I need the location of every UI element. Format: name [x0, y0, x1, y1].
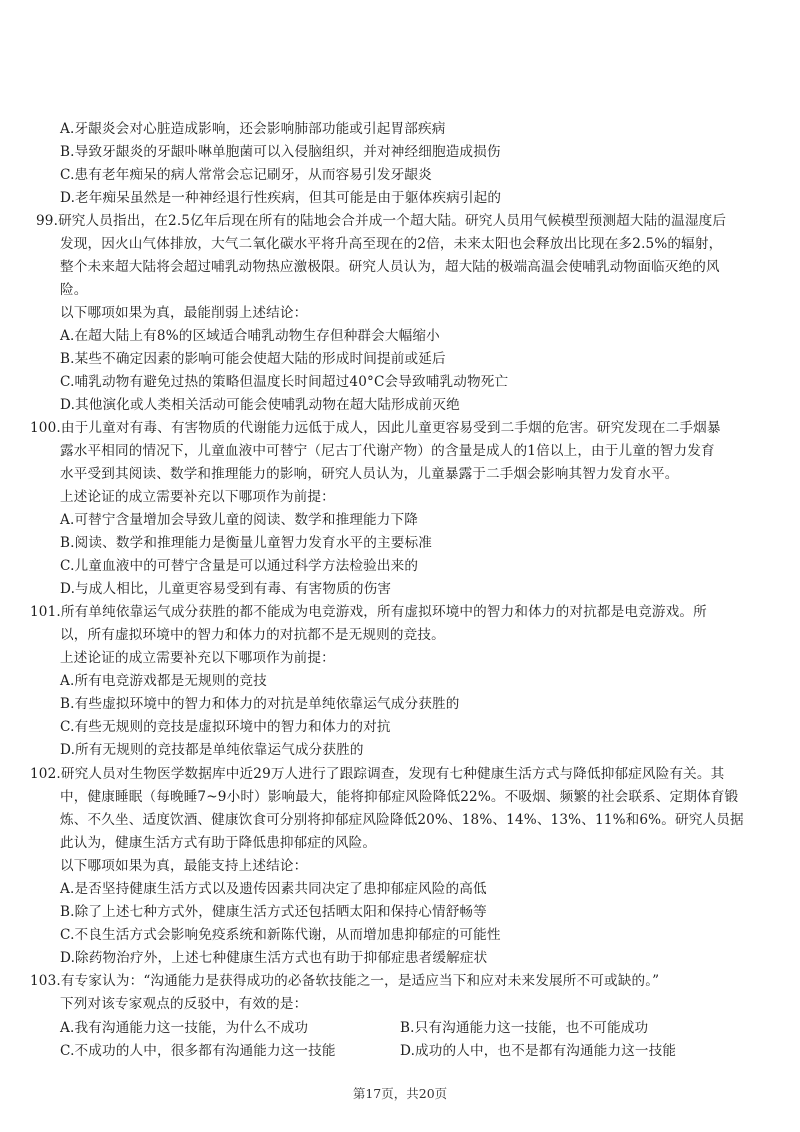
q100-option-a: A.可替宁含量增加会导致儿童的阅读、数学和推理能力下降	[60, 512, 419, 528]
q102-option-d: D.除药物治疗外，上述七种健康生活方式也有助于抑郁症患者缓解症状	[60, 950, 488, 966]
q102-stem-line-3: 炼、不久坐、适度饮酒、健康饮食可分别将抑郁症风险降低20%、18%、14%、13%、11%和6%。研究人员据	[60, 812, 744, 828]
q102-option-a: A.是否坚持健康生活方式以及遗传因素共同决定了患抑郁症风险的高低	[60, 881, 487, 897]
q100-option-b: B.阅读、数学和推理能力是衡量儿童智力发育水平的主要标准	[60, 535, 432, 551]
q101-stem-line-2: 以，所有虚拟环境中的智力和体力的对抗都不是无规则的竞技。	[60, 627, 445, 643]
q99-stem-line-4: 险。	[60, 282, 88, 298]
page-number: 第17页，共20页	[352, 1086, 448, 1101]
q102-stem-line-1: 102.研究人员对生物医学数据库中近29万人进行了跟踪调查，发现有七种健康生活方式与降低抑郁症风险有关。其	[30, 766, 725, 782]
q103-option-a: A.我有沟通能力这一技能，为什么不成功	[60, 1020, 309, 1036]
q100-option-d: D.与成人相比，儿童更容易受到有毒、有害物质的伤害	[60, 581, 392, 597]
q102-option-b: B.除了上述七种方式外，健康生活方式还包括晒太阳和保持心情舒畅等	[60, 904, 487, 920]
q99-stem-line-3: 整个未来超大陆将会超过哺乳动物热应激极限。研究人员认为，超大陆的极端高温会使哺乳动物面临灭绝的风	[60, 259, 720, 275]
q103-question: 下列对该专家观点的反驳中，有效的是：	[60, 996, 308, 1012]
q99-option-d: D.其他演化或人类相关活动可能会使哺乳动物在超大陆形成前灭绝	[60, 397, 460, 413]
q99-option-c: C.哺乳动物有避免过热的策略但温度长时间超过40°C会导致哺乳动物死亡	[60, 374, 509, 390]
q100-stem-line-2: 露水平相同的情况下，儿童血液中可替宁（尼古丁代谢产物）的含量是成人的1倍以上，由于儿童的智力发育	[60, 443, 715, 459]
q101-option-d: D.所有无规则的竞技都是单纯依靠运气成分获胜的	[60, 742, 364, 758]
q99-option-a: A.在超大陆上有8%的区域适合哺乳动物生存但种群会大幅缩小	[60, 328, 440, 344]
q101-option-b: B.有些虚拟环境中的智力和体力的对抗是单纯依靠运气成分获胜的	[60, 696, 460, 712]
q103-stem: 103.有专家认为：“沟通能力是获得成功的必备软技能之一，是适应当下和应对未来发展所不可或缺的。”	[30, 973, 660, 989]
q102-option-c: C.不良生活方式会影响免疫系统和新陈代谢，从而增加患抑郁症的可能性	[60, 927, 501, 943]
q98-option-d: D.老年痴呆虽然是一种神经退行性疾病，但其可能是由于躯体疾病引起的	[60, 190, 502, 206]
q99-option-b: B.某些不确定因素的影响可能会使超大陆的形成时间提前或延后	[60, 351, 446, 367]
q103-option-b: B.只有沟通能力这一技能，也不可能成功	[400, 1020, 649, 1036]
q101-option-a: A.所有电竞游戏都是无规则的竞技	[60, 673, 267, 689]
q98-option-a: A.牙龈炎会对心脏造成影响，还会影响肺部功能或引起胃部疾病	[60, 121, 446, 137]
q101-stem-line-1: 101.所有单纯依靠运气成分获胜的都不能成为电竞游戏，所有虚拟环境中的智力和体力的对抗都是电竞游戏。所	[30, 604, 707, 620]
q100-stem-line-1: 100.由于儿童对有毒、有害物质的代谢能力远低于成人，因此儿童更容易受到二手烟的危害。研究发现在二手烟暴	[30, 420, 721, 436]
q101-option-c: C.有些无规则的竞技是虚拟环境中的智力和体力的对抗	[60, 719, 391, 735]
q98-option-b: B.导致牙龈炎的牙龈卟啉单胞菌可以入侵脑组织，并对神经细胞造成损伤	[60, 144, 501, 160]
q99-question: 以下哪项如果为真，最能削弱上述结论：	[60, 305, 308, 321]
q100-option-c: C.儿童血液中的可替宁含量是可以通过科学方法检验出来的	[60, 558, 419, 574]
q102-stem-line-2: 中，健康睡眠（每晚睡7~9小时）影响最大，能将抑郁症风险降低22%。不吸烟、频繁的社会联系、定期体育锻	[60, 789, 739, 805]
q98-option-c: C.患有老年痴呆的病人常常会忘记刷牙，从而容易引发牙龈炎	[60, 167, 432, 183]
q100-question: 上述论证的成立需要补充以下哪项作为前提：	[60, 489, 335, 505]
q102-stem-line-4: 此认为，健康生活方式有助于降低患抑郁症的风险。	[60, 835, 377, 851]
q102-question: 以下哪项如果为真，最能支持上述结论：	[60, 858, 308, 874]
q103-option-d: D.成功的人中，也不是都有沟通能力这一技能	[400, 1043, 677, 1059]
q103-option-c: C.不成功的人中，很多都有沟通能力这一技能	[60, 1043, 336, 1059]
q101-question: 上述论证的成立需要补充以下哪项作为前提：	[60, 650, 335, 666]
q99-stem-line-2: 发现，因火山气体排放，大气二氧化碳水平将升高至现在的2倍，未来太阳也会释放出比现在多2.5%的辐射，	[60, 236, 723, 252]
q100-stem-line-3: 水平受到其阅读、数学和推理能力的影响，研究人员认为，儿童暴露于二手烟会影响其智力发育水平。	[60, 466, 679, 482]
q99-stem-line-1: 99.研究人员指出，在2.5亿年后现在所有的陆地会合并成一个超大陆。研究人员用气候模型预测超大陆的温湿度后	[36, 213, 727, 229]
